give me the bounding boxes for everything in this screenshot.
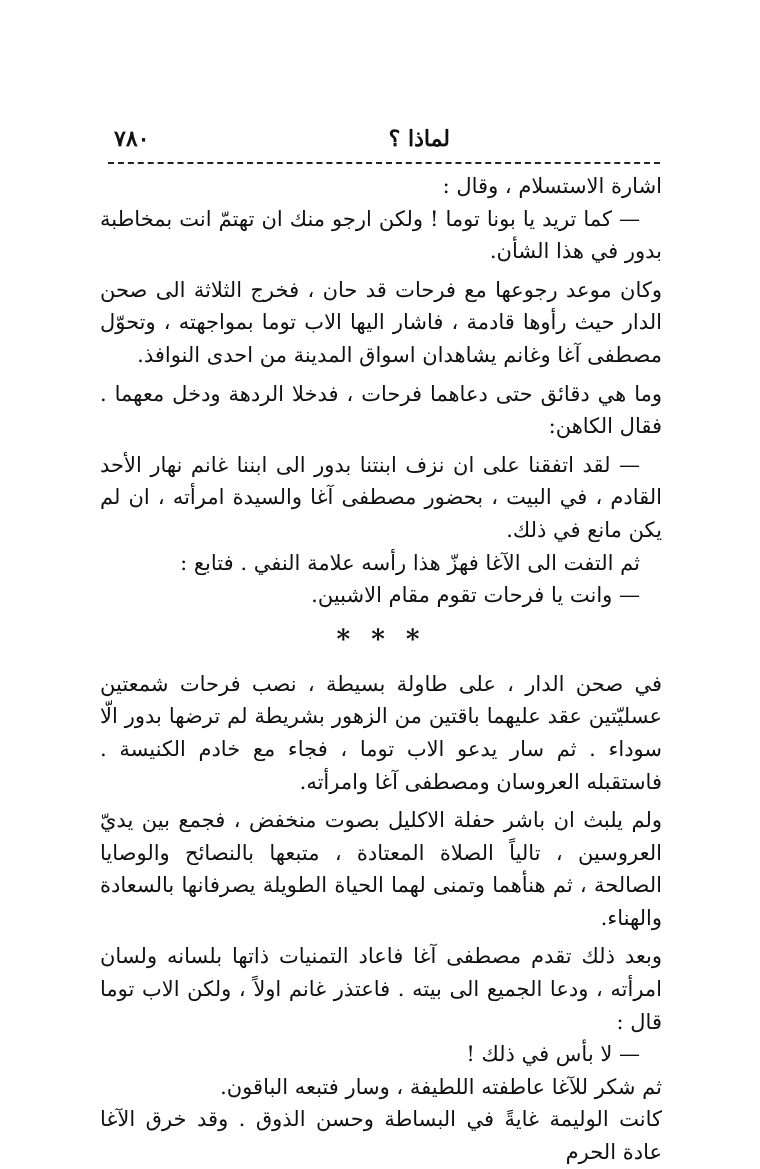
paragraph: وما هي دقائق حتى دعاهما فرحات ، فدخلا الردهة ودخل معهما . فقال الكاهن: [100, 381, 662, 439]
paragraph: — كما تريد يا بونا توما ! ولكن ارجو منك ان تهتمّ انت بمخاطبة بدور في هذا الشأن. [100, 206, 662, 264]
page-number: ٧٨٠ [114, 126, 150, 152]
paragraph: — لا بأس في ذلك ! [466, 1042, 640, 1067]
paragraph: ولم يلبث ان باشر حفلة الاكليل بصوت منخفض ، فجمع بين يديّ العروسين ، تالياً الصلاة المعتادة ، متبعها بالنصائح والوصايا الصالحة ، ثم هنأهما وتمنى لهما الحياة الطويلة يصرفانها بالسعادة والهناء. [100, 808, 662, 930]
running-title: لماذا ؟ [388, 126, 450, 152]
paragraph: كانت الوليمة غايةً في البساطة وحسن الذوق . وقد خرق الآغا عادة الحرم [100, 1107, 662, 1165]
page-header [108, 122, 660, 156]
body-text [100, 170, 662, 1169]
paragraph: ثم التفت الى الآغا فهزّ هذا رأسه علامة النفي . فتابع : [180, 550, 640, 575]
paragraph: — وانت يا فرحات تقوم مقام الاشبين. [311, 583, 640, 608]
paragraph: وبعد ذلك تقدم مصطفى آغا فاعاد التمنيات ذاتها بلسانه ولسان امرأته ، ودعا الجميع الى بيته . فاعتذر غانم اولاً ، ولكن الاب توما قال : [100, 944, 662, 1034]
paragraph: في صحن الدار ، على طاولة بسيطة ، نصب فرحات شمعتين عسليّتين عقد عليهما باقتين من الزهور بشريطة لم ترضها بدور الّا سوداء . ثم سار يدعو الاب توما ، فجاء مع خادم الكنيسة . فاستقبله العروسان ومصطفى آغا وامرأته. [100, 671, 662, 794]
section-separator: * * * [336, 624, 426, 655]
paragraph: ثم شكر للآغا عاطفته اللطيفة ، وسار فتبعه الباقون. [220, 1074, 662, 1099]
paragraph: اشارة الاستسلام ، وقال : [442, 174, 662, 198]
paragraph: — لقد اتفقنا على ان نزف ابنتنا بدور الى ابننا غانم نهار الأحد القادم ، في البيت ، بحضور مصطفى آغا والسيدة امرأته ، ان لم يكن مانع في ذلك. [100, 452, 662, 542]
header-divider [108, 162, 660, 164]
paragraph: وكان موعد رجوعها مع فرحات قد حان ، فخرج الثلاثة الى صحن الدار حيث رأوها قادمة ، فاشار اليها الاب توما بمواجهته ، وتحوّل مصطفى آغا وغانم يشاهدان اسواق المدينة من احدى النوافذ. [100, 277, 662, 367]
